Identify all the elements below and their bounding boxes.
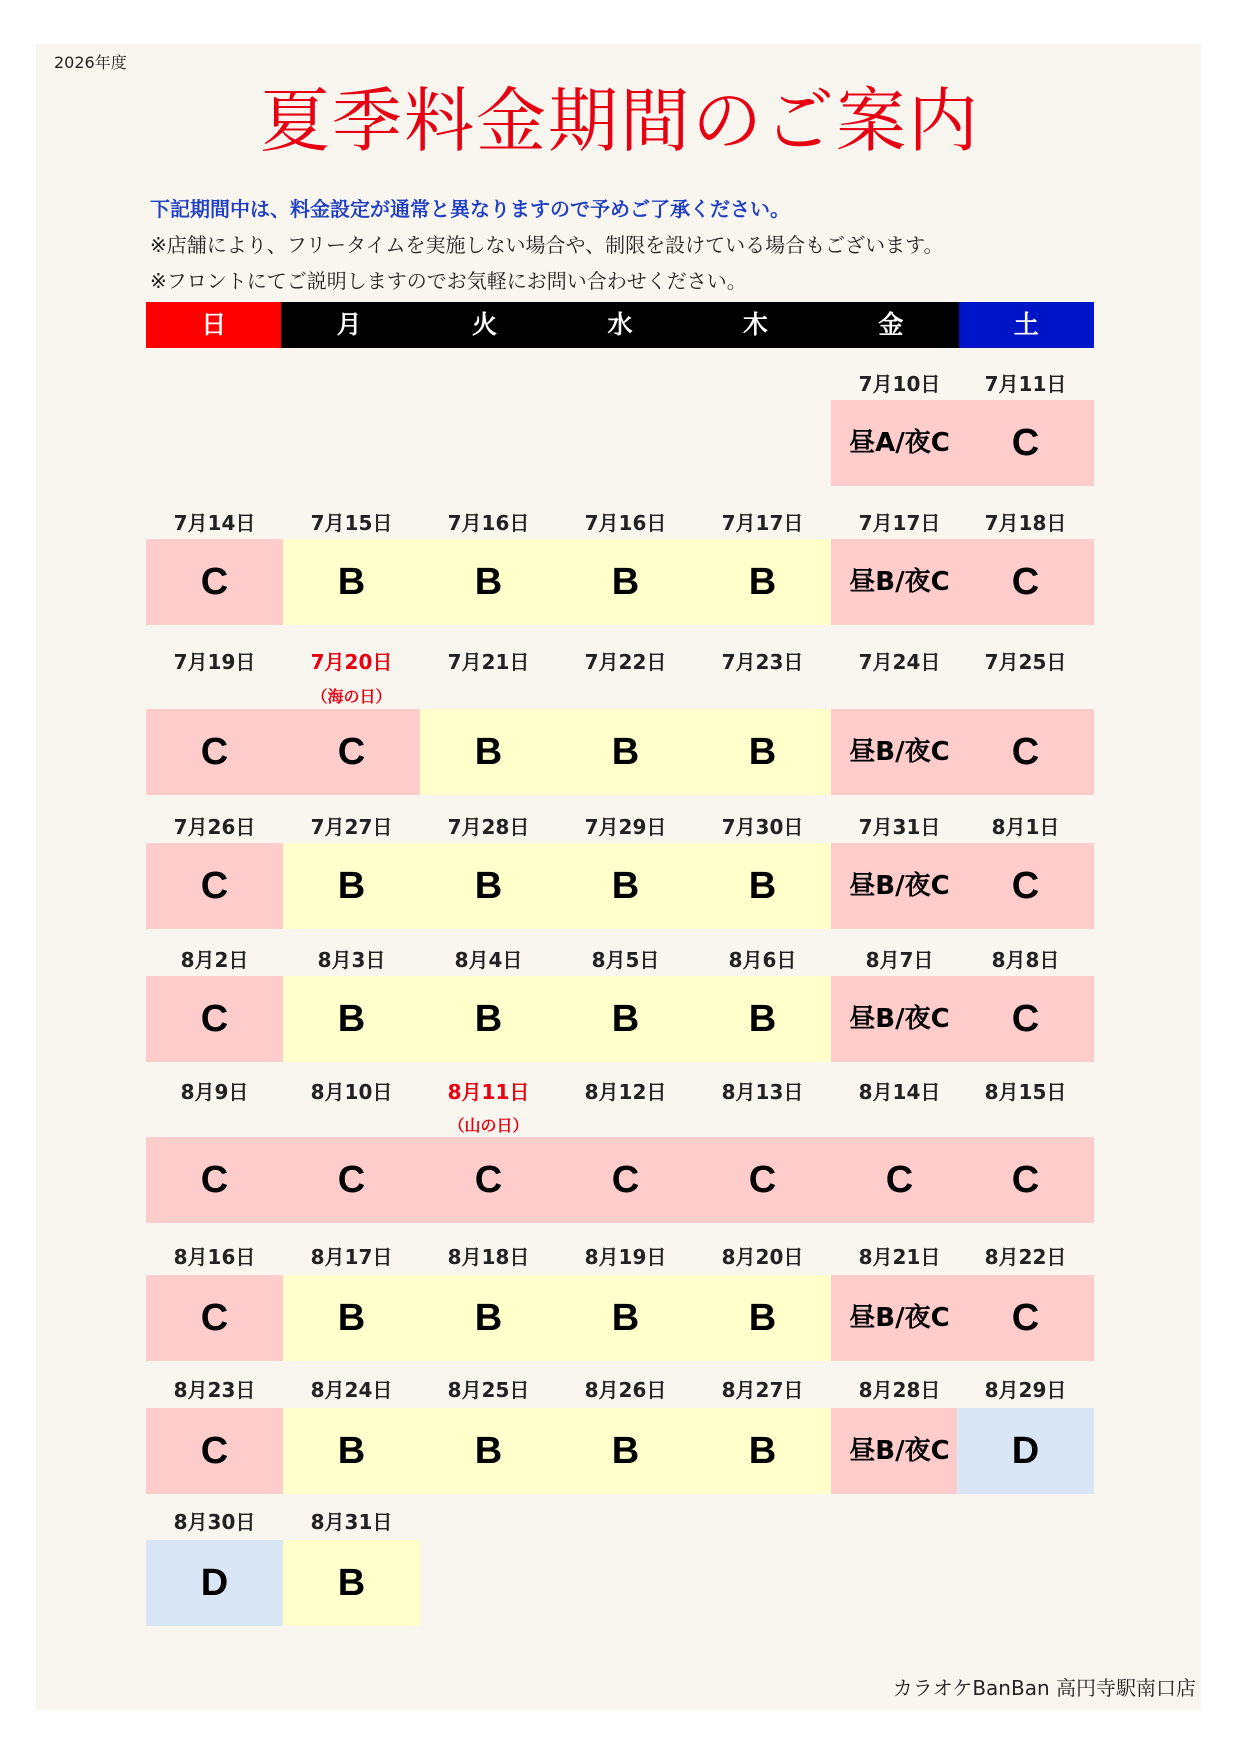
notice-note-2: ※フロントにてご説明しますのでお気軽にお問い合わせください。 xyxy=(150,269,747,293)
date-label: 7月29日 xyxy=(584,815,667,839)
date-label: 8月27日 xyxy=(721,1378,804,1402)
date-label: 8月23日 xyxy=(173,1378,256,1402)
rate-cell: C xyxy=(146,1275,283,1361)
rate-cell: C xyxy=(957,400,1094,486)
rate-cell: C xyxy=(283,1137,420,1223)
date-label: 8月17日 xyxy=(310,1245,393,1269)
rate-cell: C xyxy=(957,976,1094,1062)
date-label: 8月26日 xyxy=(584,1378,667,1402)
rate-cell: C xyxy=(957,709,1094,795)
rate-cell: B xyxy=(420,843,557,929)
rate-cell: C xyxy=(146,709,283,795)
rate-cell: B xyxy=(694,709,831,795)
rate-cell: B xyxy=(557,709,694,795)
date-label: 8月31日 xyxy=(310,1510,393,1534)
rate-cell: 昼B/夜C xyxy=(831,843,968,929)
rate-cell: B xyxy=(694,843,831,929)
date-label: 7月26日 xyxy=(173,815,256,839)
date-label: 8月4日 xyxy=(454,948,523,972)
date-label: 7月18日 xyxy=(984,511,1067,535)
fiscal-year-label: 2026年度 xyxy=(54,53,127,72)
date-label: 8月12日 xyxy=(584,1080,667,1104)
rate-cell: B xyxy=(283,843,420,929)
weekday-friday: 金 xyxy=(823,302,958,348)
rate-cell: C xyxy=(283,709,420,795)
rate-cell: B xyxy=(557,1408,694,1494)
date-label: 8月9日 xyxy=(180,1080,249,1104)
rate-cell: C xyxy=(957,1275,1094,1361)
date-label: 7月20日 xyxy=(310,650,393,674)
rate-cell: B xyxy=(557,539,694,625)
rate-cell: 昼B/夜C xyxy=(831,1275,968,1361)
date-label: 7月14日 xyxy=(173,511,256,535)
date-label: 8月10日 xyxy=(310,1080,393,1104)
rate-cell: C xyxy=(694,1137,831,1223)
date-label: 7月17日 xyxy=(721,511,804,535)
rate-cell: C xyxy=(146,1137,283,1223)
rate-cell: B xyxy=(694,539,831,625)
date-label: 8月7日 xyxy=(865,948,934,972)
rate-cell: C xyxy=(957,1137,1094,1223)
rate-cell: B xyxy=(694,976,831,1062)
date-label: 8月8日 xyxy=(991,948,1060,972)
weekday-wednesday: 水 xyxy=(552,302,687,348)
weekday-monday: 月 xyxy=(281,302,416,348)
date-label: 8月29日 xyxy=(984,1378,1067,1402)
date-label: 8月14日 xyxy=(858,1080,941,1104)
rate-cell: C xyxy=(831,1137,968,1223)
weekday-tuesday: 火 xyxy=(417,302,552,348)
rate-cell: 昼B/夜C xyxy=(831,709,968,795)
rate-cell: B xyxy=(420,539,557,625)
rate-cell: C xyxy=(557,1137,694,1223)
date-label: 7月19日 xyxy=(173,650,256,674)
rate-cell: B xyxy=(283,539,420,625)
date-label: 8月2日 xyxy=(180,948,249,972)
rate-cell: B xyxy=(283,1540,420,1626)
date-label: 8月5日 xyxy=(591,948,660,972)
date-label: 8月20日 xyxy=(721,1245,804,1269)
rate-cell: B xyxy=(694,1408,831,1494)
store-name: カラオケBanBan 高円寺駅南口店 xyxy=(892,1676,1196,1700)
date-label: 8月30日 xyxy=(173,1510,256,1534)
rate-cell: C xyxy=(420,1137,557,1223)
rate-cell: B xyxy=(557,843,694,929)
date-label: 8月22日 xyxy=(984,1245,1067,1269)
date-label: 8月18日 xyxy=(447,1245,530,1269)
date-label: 7月10日 xyxy=(858,372,941,396)
date-label: 7月16日 xyxy=(447,511,530,535)
date-label: 7月25日 xyxy=(984,650,1067,674)
date-label: 8月15日 xyxy=(984,1080,1067,1104)
date-label: 8月21日 xyxy=(858,1245,941,1269)
date-label: 7月11日 xyxy=(984,372,1067,396)
rate-cell: B xyxy=(283,1408,420,1494)
date-label: 7月28日 xyxy=(447,815,530,839)
date-label: 7月21日 xyxy=(447,650,530,674)
rate-cell: 昼B/夜C xyxy=(831,539,968,625)
rate-cell: 昼B/夜C xyxy=(831,976,968,1062)
rate-cell: D xyxy=(957,1408,1094,1494)
date-label: 7月17日 xyxy=(858,511,941,535)
date-label: 8月19日 xyxy=(584,1245,667,1269)
weekday-thursday: 木 xyxy=(688,302,823,348)
date-label: 8月24日 xyxy=(310,1378,393,1402)
weekday-header xyxy=(146,302,1094,348)
weekday-sunday: 日 xyxy=(146,302,281,348)
date-label: 8月6日 xyxy=(728,948,797,972)
date-label: 8月28日 xyxy=(858,1378,941,1402)
rate-cell: B xyxy=(420,1275,557,1361)
rate-cell: C xyxy=(957,843,1094,929)
date-label: 7月24日 xyxy=(858,650,941,674)
rate-cell: B xyxy=(420,1408,557,1494)
rate-cell: B xyxy=(557,1275,694,1361)
date-label: 7月31日 xyxy=(858,815,941,839)
rate-cell: B xyxy=(283,1275,420,1361)
rate-cell: C xyxy=(957,539,1094,625)
date-label: 7月22日 xyxy=(584,650,667,674)
rate-cell: B xyxy=(420,709,557,795)
holiday-name: （山の日） xyxy=(448,1116,529,1135)
rate-cell: B xyxy=(694,1275,831,1361)
notice-note-1: ※店舗により、フリータイムを実施しない場合や、制限を設けている場合もございます。 xyxy=(150,233,944,257)
rate-cell: C xyxy=(146,539,283,625)
notice-main: 下記期間中は、料金設定が通常と異なりますので予めご了承ください。 xyxy=(150,197,790,221)
date-label: 7月30日 xyxy=(721,815,804,839)
rate-cell: C xyxy=(146,1408,283,1494)
date-label: 7月23日 xyxy=(721,650,804,674)
rate-cell: B xyxy=(420,976,557,1062)
rate-cell: 昼B/夜C xyxy=(831,1408,968,1494)
date-label: 7月27日 xyxy=(310,815,393,839)
date-label: 8月13日 xyxy=(721,1080,804,1104)
weekday-saturday: 土 xyxy=(959,302,1094,348)
rate-cell: C xyxy=(146,976,283,1062)
rate-cell: B xyxy=(283,976,420,1062)
rate-cell: 昼A/夜C xyxy=(831,400,968,486)
date-label: 7月16日 xyxy=(584,511,667,535)
rate-cell: C xyxy=(146,843,283,929)
holiday-name: （海の日） xyxy=(311,687,392,706)
date-label: 8月11日 xyxy=(447,1080,530,1104)
rate-cell: B xyxy=(557,976,694,1062)
date-label: 8月1日 xyxy=(991,815,1060,839)
page-title: 夏季料金期間のご案内 xyxy=(260,80,980,162)
date-label: 7月15日 xyxy=(310,511,393,535)
date-label: 8月16日 xyxy=(173,1245,256,1269)
date-label: 8月25日 xyxy=(447,1378,530,1402)
rate-cell: D xyxy=(146,1540,283,1626)
date-label: 8月3日 xyxy=(317,948,386,972)
